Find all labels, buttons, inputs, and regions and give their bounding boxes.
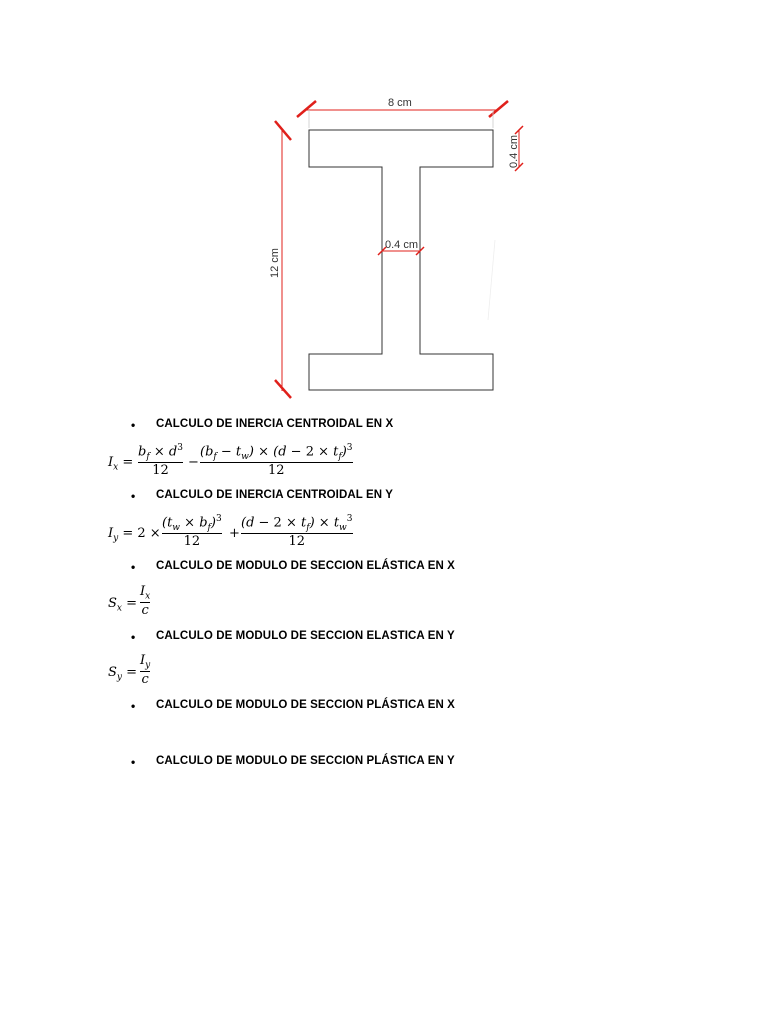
equation-iy: $I_y = 2$ × $\frac{(t_w \times b_f)^3}{12}$ + $\frac{(d - 2 \times t_f) \times t_w^3}{12}$ bbox=[108, 514, 353, 549]
dim-label-flange-width: 8 cm bbox=[388, 97, 412, 109]
bullet-dot: • bbox=[131, 630, 136, 644]
dim-tick-left-top bbox=[275, 121, 291, 140]
bullet-dot: • bbox=[131, 418, 136, 432]
bullet-label: CALCULO DE MODULO DE SECCION PLÁSTICA EN Y bbox=[156, 755, 455, 767]
bullet-label: CALCULO DE INERCIA CENTROIDAL EN Y bbox=[156, 489, 394, 501]
bullet-dot: • bbox=[131, 755, 136, 769]
bullet-dot: • bbox=[131, 489, 136, 503]
bullet-dot: • bbox=[131, 560, 136, 574]
dim-label-web-thickness: 0.4 cm bbox=[385, 239, 419, 251]
i-beam-section-figure bbox=[0, 0, 768, 410]
equation-sx: $S_x$ = $\frac{I_x}{c}$ bbox=[108, 584, 151, 618]
bullet-dot: • bbox=[131, 699, 136, 713]
dim-tick-left-bottom bbox=[275, 380, 291, 398]
bullet-label: CALCULO DE MODULO DE SECCION ELÁSTICA EN X bbox=[156, 560, 455, 572]
construction-line-right bbox=[488, 240, 495, 320]
equation-sy: $S_y$ = $\frac{I_y}{c}$ bbox=[108, 653, 151, 687]
bullet-label: CALCULO DE MODULO DE SECCION ELASTICA EN Y bbox=[156, 630, 455, 642]
dim-label-height: 12 cm bbox=[269, 248, 281, 278]
dim-tick-top-right bbox=[489, 101, 508, 117]
dim-label-flange-thickness: 0.4 cm bbox=[508, 134, 520, 168]
i-beam-outline bbox=[309, 130, 493, 390]
bullet-label: CALCULO DE INERCIA CENTROIDAL EN X bbox=[156, 418, 394, 430]
dim-tick-top-left bbox=[297, 101, 316, 117]
bullet-label: CALCULO DE MODULO DE SECCION PLÁSTICA EN X bbox=[156, 699, 455, 711]
equation-ix: $I_x$ = $\frac{b_f \times d^3}{12}$ − $\frac{(b_f - t_w) \times (d - 2 \times t_f)^3}{12}$ bbox=[108, 443, 353, 478]
